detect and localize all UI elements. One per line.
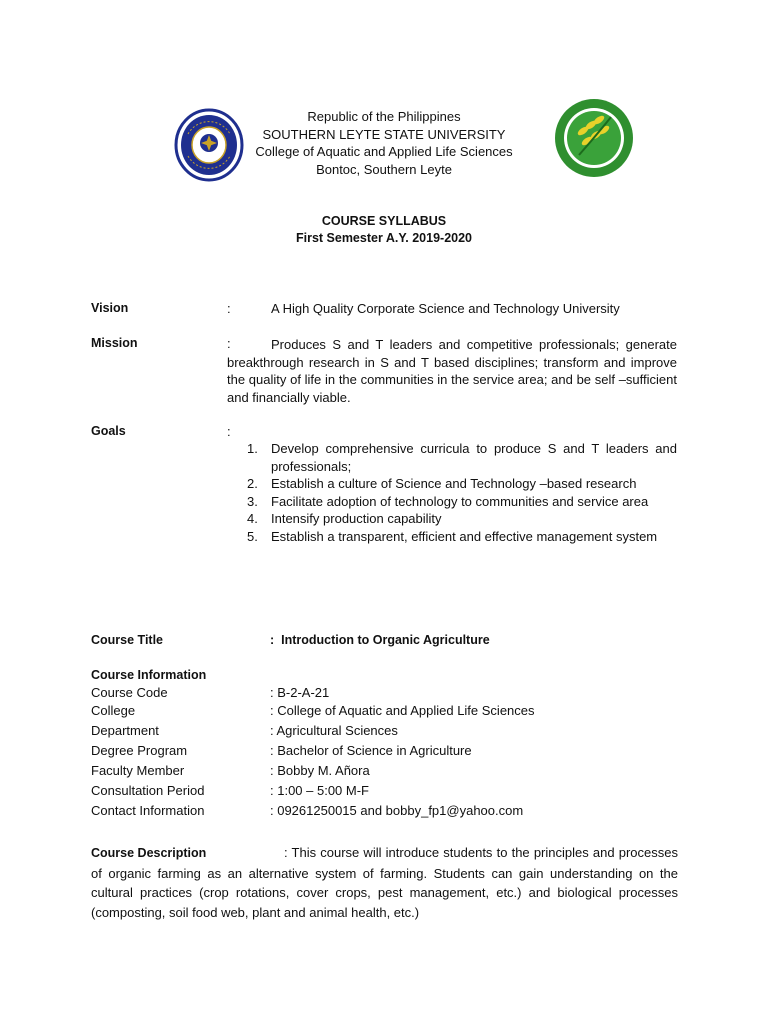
goals-colon: : (227, 424, 231, 439)
goal-item: 5. Establish a transparent, efficient and effective management system (247, 528, 658, 544)
goal-item: 3. Facilitate adoption of technology to communities and service area (247, 493, 649, 509)
vision-text: A High Quality Corporate Science and Technology University (271, 301, 620, 316)
info-row-contact-information: Contact Information : 09261250015 and bobby_fp1@yahoo.com (91, 803, 524, 818)
department-seal-logo (553, 97, 635, 179)
course-description (91, 843, 678, 922)
header-line-location: Bontoc, Southern Leyte (316, 161, 452, 177)
institution-header (0, 108, 768, 178)
vision-colon: : (227, 301, 231, 316)
header-line-republic: Republic of the Philippines (307, 109, 461, 124)
goal-item: 1. Develop comprehensive curricula to produce S and T leaders and professionals; (247, 441, 677, 474)
info-row-degree-program: Degree Program : Bachelor of Science in Agriculture (91, 743, 472, 758)
info-row-consultation-period: Consultation Period : 1:00 – 5:00 M-F (91, 783, 369, 798)
syllabus-title (0, 213, 768, 247)
mission-colon: : (227, 336, 231, 351)
course-description-label: Course Description (91, 846, 207, 860)
goals-list (247, 440, 677, 545)
header-line-university: SOUTHERN LEYTE STATE UNIVERSITY (262, 126, 506, 142)
title-main: COURSE SYLLABUS (321, 214, 447, 228)
mission-text: Produces S and T leaders and competitive professionals; generate breakthrough research in S and T based disciplines; transform and improve the quality of life in the communities in the service area; and be self –sufficient and financially viable. (227, 337, 677, 405)
title-semester: First Semester A.Y. 2019-2020 (295, 231, 473, 245)
goal-item: 4. Intensify production capability (247, 511, 442, 526)
course-info-heading: Course Information (91, 668, 207, 682)
goals-label: Goals (91, 424, 126, 438)
info-row-college: College : College of Aquatic and Applied Life Sciences (91, 703, 535, 718)
goal-item: 2. Establish a culture of Science and Technology –based research (247, 476, 637, 491)
info-row-department: Department : Agricultural Sciences (91, 723, 398, 738)
header-line-college: College of Aquatic and Applied Life Sciences (255, 144, 513, 159)
course-title-label: Course Title (91, 633, 164, 647)
vision-label: Vision (91, 301, 129, 315)
course-title-value: : Introduction to Organic Agriculture (270, 633, 490, 647)
info-row-faculty-member: Faculty Member : Bobby M. Añora (91, 763, 370, 778)
course-description-text: : This course will introduce students to the principles and processes of organic farming as an alternative system of farming. Students can gain understanding on the cultural practices (crop rotations, cover crops, pest management, etc.) and biological processes (composting, soil food web, plant and animal health, etc.) (91, 845, 678, 920)
mission-label: Mission (91, 336, 138, 350)
info-row-course-code: Course Code : B-2-A-21 (91, 685, 330, 700)
